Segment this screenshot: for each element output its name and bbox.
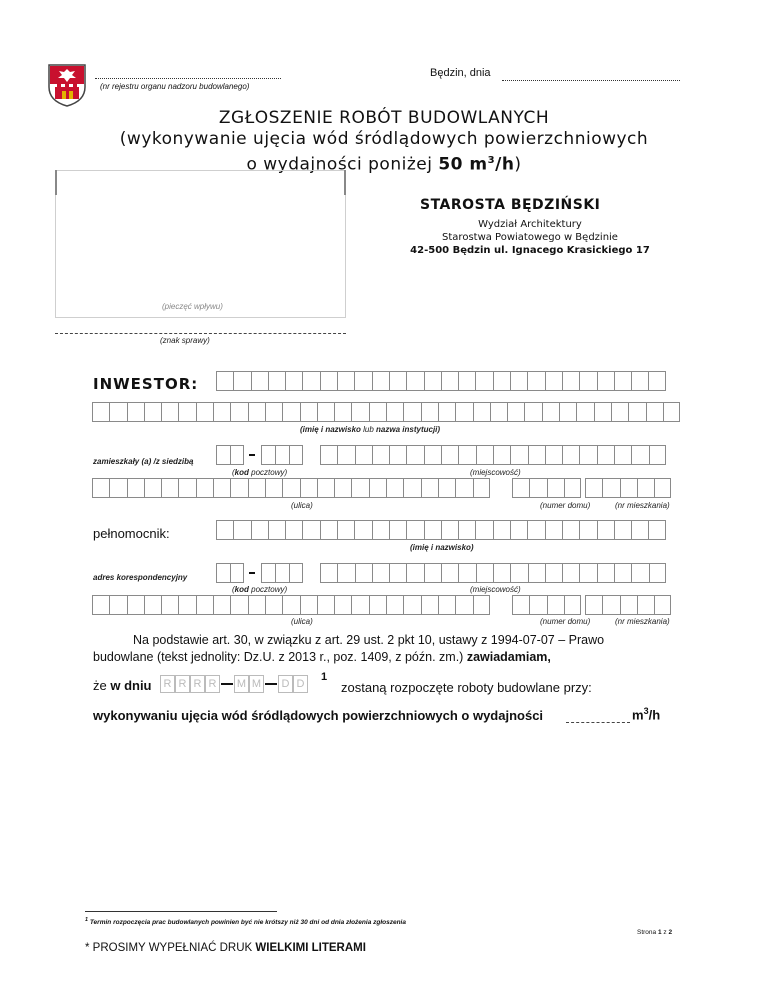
letter-box[interactable]	[510, 563, 527, 583]
letter-box[interactable]	[421, 595, 438, 615]
coat-of-arms-logo	[47, 63, 87, 107]
letter-box[interactable]	[585, 478, 602, 498]
letter-box[interactable]	[545, 520, 562, 540]
investor-house-label: (numer domu)	[540, 501, 591, 510]
letter-box[interactable]	[579, 445, 596, 465]
letter-box[interactable]	[92, 402, 109, 422]
investor-postal-label: (kod pocztowy)	[232, 468, 288, 477]
letter-box[interactable]	[403, 595, 420, 615]
letter-box[interactable]	[300, 478, 317, 498]
title-line-2: (wykonywanie ujęcia wód śródlądowych powierzchniowych	[119, 129, 649, 149]
proxy-heading: pełnomocnik:	[93, 526, 170, 541]
letter-box[interactable]	[372, 520, 389, 540]
letter-box[interactable]	[389, 445, 406, 465]
investor-heading: INWESTOR:	[93, 375, 199, 393]
letter-box[interactable]	[178, 595, 195, 615]
date-field[interactable]	[502, 78, 680, 81]
letter-box[interactable]	[109, 402, 126, 422]
letter-box[interactable]	[261, 563, 275, 583]
letter-box[interactable]	[389, 520, 406, 540]
letter-box[interactable]	[320, 520, 337, 540]
letter-box[interactable]	[334, 595, 351, 615]
letter-box[interactable]	[230, 595, 247, 615]
letter-box[interactable]	[337, 371, 354, 391]
authority-dept-1: Wydział Architektury	[478, 219, 582, 230]
letter-box[interactable]	[144, 478, 161, 498]
letter-box[interactable]	[545, 445, 562, 465]
stamp-label: (pieczęć wpływu)	[162, 302, 223, 311]
letter-box[interactable]	[562, 563, 579, 583]
letter-box[interactable]	[637, 478, 654, 498]
letter-box[interactable]	[233, 520, 250, 540]
letter-box[interactable]	[372, 371, 389, 391]
letter-box[interactable]	[545, 563, 562, 583]
proxy-postal-label: (kod pocztowy)	[232, 585, 288, 594]
letter-box[interactable]	[547, 478, 564, 498]
investor-name-row1[interactable]	[216, 371, 666, 391]
letter-box[interactable]	[458, 445, 475, 465]
letter-box[interactable]	[320, 371, 337, 391]
letter-box[interactable]	[631, 371, 648, 391]
letter-box[interactable]	[527, 371, 544, 391]
letter-box[interactable]	[576, 402, 593, 422]
letter-box[interactable]	[458, 371, 475, 391]
proxy-street-label: (ulica)	[291, 617, 313, 626]
start-date-prefix: że w dniu	[93, 678, 152, 693]
case-number-label: (znak sprawy)	[160, 336, 210, 345]
letter-box[interactable]	[648, 520, 665, 540]
letter-box[interactable]	[389, 563, 406, 583]
letter-box[interactable]	[248, 478, 265, 498]
letter-box[interactable]	[369, 478, 386, 498]
letter-box[interactable]	[282, 595, 299, 615]
uppercase-notice: * PROSIMY WYPEŁNIAĆ DRUK WIELKIMI LITERAMI	[85, 942, 366, 954]
letter-box[interactable]	[559, 402, 576, 422]
letter-box[interactable]	[631, 445, 648, 465]
investor-postal-a[interactable]	[216, 445, 244, 465]
letter-box[interactable]	[628, 402, 645, 422]
title-line-3: o wydajności poniżej 50 $m^3/h$)	[246, 154, 522, 175]
letter-box[interactable]	[317, 595, 334, 615]
letter-box[interactable]	[512, 595, 529, 615]
investor-street-label: (ulica)	[291, 501, 313, 510]
letter-box[interactable]	[602, 478, 619, 498]
letter-box[interactable]	[620, 478, 637, 498]
letter-box[interactable]	[289, 445, 303, 465]
capacity-unit: $m^3/h$	[632, 706, 661, 723]
letter-box[interactable]	[317, 402, 334, 422]
letter-box[interactable]	[562, 445, 579, 465]
letter-box[interactable]	[92, 595, 109, 615]
letter-box[interactable]	[527, 520, 544, 540]
letter-box[interactable]	[406, 563, 423, 583]
letter-box[interactable]	[216, 563, 230, 583]
letter-box[interactable]	[265, 402, 282, 422]
footnote-ref: 1	[321, 671, 328, 683]
letter-box[interactable]	[355, 563, 372, 583]
postal-dash	[249, 454, 255, 456]
letter-box[interactable]	[230, 402, 247, 422]
letter-box[interactable]	[265, 478, 282, 498]
letter-box[interactable]	[213, 478, 230, 498]
letter-box[interactable]	[275, 563, 289, 583]
start-date-suffix: zostaną rozpoczęte roboty budowlane przy:	[341, 680, 592, 695]
letter-box[interactable]	[216, 371, 233, 391]
letter-box[interactable]	[320, 445, 337, 465]
date-day-2[interactable]: D	[293, 675, 308, 693]
letter-box[interactable]	[282, 478, 299, 498]
authority-dept-2: Starostwa Powiatowego w Będzinie	[442, 232, 618, 243]
letter-box[interactable]	[386, 478, 403, 498]
letter-box[interactable]	[579, 371, 596, 391]
letter-box[interactable]	[337, 563, 354, 583]
letter-box[interactable]	[473, 478, 490, 498]
notify-word: zawiadamiam,	[466, 650, 551, 664]
letter-box[interactable]	[614, 445, 631, 465]
letter-box[interactable]	[614, 520, 631, 540]
letter-box[interactable]	[233, 371, 250, 391]
letter-box[interactable]	[334, 402, 351, 422]
letter-box[interactable]	[441, 371, 458, 391]
letter-box[interactable]	[354, 371, 371, 391]
letter-box[interactable]	[213, 402, 230, 422]
letter-box[interactable]	[585, 595, 602, 615]
letter-box[interactable]	[248, 402, 265, 422]
letter-box[interactable]	[579, 563, 596, 583]
letter-box[interactable]	[317, 478, 334, 498]
letter-box[interactable]	[490, 402, 507, 422]
document-title	[0, 108, 768, 176]
letter-box[interactable]	[620, 595, 637, 615]
letter-box[interactable]	[614, 371, 631, 391]
proxy-name[interactable]	[216, 520, 666, 540]
letter-box[interactable]	[597, 563, 614, 583]
date-year-2[interactable]: R	[175, 675, 190, 693]
proxy-street[interactable]	[92, 595, 490, 615]
letter-box[interactable]	[265, 595, 282, 615]
letter-box[interactable]	[663, 402, 680, 422]
legal-basis-paragraph	[93, 632, 679, 666]
investor-flat-label: (nr mieszkania)	[615, 501, 670, 510]
letter-box[interactable]	[441, 563, 458, 583]
proxy-house-number[interactable]	[512, 595, 581, 615]
date-separator	[221, 683, 233, 685]
letter-box[interactable]	[473, 402, 490, 422]
letter-box[interactable]	[354, 520, 371, 540]
letter-box[interactable]	[542, 402, 559, 422]
letter-box[interactable]	[386, 595, 403, 615]
stamp-box-topline	[55, 170, 346, 195]
letter-box[interactable]	[351, 402, 368, 422]
letter-box[interactable]	[649, 445, 666, 465]
letter-box[interactable]	[648, 371, 665, 391]
letter-box[interactable]	[455, 478, 472, 498]
letter-box[interactable]	[493, 563, 510, 583]
letter-box[interactable]	[261, 445, 275, 465]
letter-box[interactable]	[654, 478, 671, 498]
investor-residence-label: zamieszkały (a) /z siedzibą	[93, 457, 194, 466]
letter-box[interactable]	[337, 445, 354, 465]
letter-box[interactable]	[403, 478, 420, 498]
letter-box[interactable]	[406, 445, 423, 465]
letter-box[interactable]	[507, 402, 524, 422]
letter-box[interactable]	[161, 402, 178, 422]
letter-box[interactable]	[438, 478, 455, 498]
letter-box[interactable]	[178, 402, 195, 422]
footnote-separator	[85, 911, 277, 912]
letter-box[interactable]	[597, 445, 614, 465]
letter-box[interactable]	[455, 595, 472, 615]
date-day-1[interactable]: D	[278, 675, 293, 693]
letter-box[interactable]	[109, 595, 126, 615]
letter-box[interactable]	[109, 478, 126, 498]
title-capacity: 50 m	[438, 154, 488, 175]
letter-box[interactable]	[458, 563, 475, 583]
letter-box[interactable]	[424, 520, 441, 540]
letter-box[interactable]	[144, 402, 161, 422]
proxy-postal-a[interactable]	[216, 563, 244, 583]
investor-house-number[interactable]	[512, 478, 581, 498]
date-month-2[interactable]: M	[249, 675, 264, 693]
investor-postal-b[interactable]	[261, 445, 303, 465]
proxy-name-label: (imię i nazwisko)	[410, 543, 474, 552]
letter-box[interactable]	[564, 595, 581, 615]
letter-box[interactable]	[631, 520, 648, 540]
letter-box[interactable]	[178, 478, 195, 498]
investor-name-label: (imię i nazwisko lub nazwa instytucji)	[300, 425, 441, 434]
proxy-city[interactable]	[320, 563, 666, 583]
letter-box[interactable]	[424, 563, 441, 583]
letter-box[interactable]	[421, 478, 438, 498]
letter-box[interactable]	[92, 478, 109, 498]
letter-box[interactable]	[275, 445, 289, 465]
letter-box[interactable]	[216, 445, 230, 465]
proxy-flat-number[interactable]	[585, 595, 671, 615]
letter-box[interactable]	[510, 445, 527, 465]
letter-box[interactable]	[127, 402, 144, 422]
date-month-1[interactable]: M	[234, 675, 249, 693]
date-year-3[interactable]: R	[190, 675, 205, 693]
letter-box[interactable]	[631, 563, 648, 583]
letter-box[interactable]	[476, 563, 493, 583]
letter-box[interactable]	[268, 520, 285, 540]
letter-box[interactable]	[355, 445, 372, 465]
letter-box[interactable]	[529, 478, 546, 498]
letter-box[interactable]	[646, 402, 663, 422]
letter-box[interactable]	[302, 371, 319, 391]
letter-box[interactable]	[594, 402, 611, 422]
authority-block	[360, 218, 700, 257]
letter-box[interactable]	[403, 402, 420, 422]
letter-box[interactable]	[493, 445, 510, 465]
date-year-4[interactable]: R	[205, 675, 220, 693]
letter-box[interactable]	[351, 595, 368, 615]
letter-box[interactable]	[545, 371, 562, 391]
letter-box[interactable]	[230, 478, 247, 498]
place-date-label: Będzin, dnia	[430, 67, 491, 79]
case-number-field[interactable]	[55, 331, 346, 334]
letter-box[interactable]	[602, 595, 619, 615]
proxy-address-label: adres korespondencyjny	[93, 573, 188, 582]
investor-name-row2[interactable]	[92, 402, 680, 422]
letter-box[interactable]	[127, 478, 144, 498]
letter-box[interactable]	[564, 478, 581, 498]
letter-box[interactable]	[438, 402, 455, 422]
letter-box[interactable]	[251, 371, 268, 391]
letter-box[interactable]	[524, 402, 541, 422]
capacity-field[interactable]	[566, 722, 630, 723]
letter-box[interactable]	[493, 520, 510, 540]
letter-box[interactable]	[230, 445, 244, 465]
authority-address: 42-500 Będzin ul. Ignacego Krasickiego 17	[410, 245, 650, 256]
letter-box[interactable]	[289, 563, 303, 583]
page-number: Strona 1 z 2	[637, 929, 673, 936]
letter-box[interactable]	[529, 595, 546, 615]
letter-box[interactable]	[196, 478, 213, 498]
letter-box[interactable]	[441, 520, 458, 540]
letter-box[interactable]	[268, 371, 285, 391]
letter-box[interactable]	[473, 595, 490, 615]
letter-box[interactable]	[528, 445, 545, 465]
letter-box[interactable]	[510, 371, 527, 391]
letter-box[interactable]	[369, 595, 386, 615]
letter-box[interactable]	[637, 595, 654, 615]
letter-box[interactable]	[406, 371, 423, 391]
letter-box[interactable]	[649, 563, 666, 583]
letter-box[interactable]	[230, 563, 244, 583]
letter-box[interactable]	[611, 402, 628, 422]
letter-box[interactable]	[562, 371, 579, 391]
investor-street[interactable]	[92, 478, 490, 498]
letter-box[interactable]	[334, 478, 351, 498]
letter-box[interactable]	[300, 595, 317, 615]
letter-box[interactable]	[282, 402, 299, 422]
letter-box[interactable]	[351, 478, 368, 498]
investor-city-label: (miejscowość)	[470, 468, 521, 477]
letter-box[interactable]	[372, 445, 389, 465]
legal-basis-line2: budowlane (tekst jednolity: Dz.U. z 2013 r., poz. 1409, z późn. zm.) zawiadamiam,	[93, 650, 551, 664]
letter-box[interactable]	[597, 371, 614, 391]
letter-box[interactable]	[597, 520, 614, 540]
letter-box[interactable]	[196, 595, 213, 615]
letter-box[interactable]	[475, 520, 492, 540]
letter-box[interactable]	[512, 478, 529, 498]
authority-name: STAROSTA BĘDZIŃSKI	[420, 197, 601, 213]
letter-box[interactable]	[300, 402, 317, 422]
legal-basis-line1: Na podstawie art. 30, w związku z art. 29 ust. 2 pkt 10, ustawy z 1994-07-07 – Prawo	[133, 633, 605, 647]
letter-box[interactable]	[144, 595, 161, 615]
registry-number-label: (nr rejestru organu nadzoru budowlanego)	[100, 82, 250, 91]
letter-box[interactable]	[476, 445, 493, 465]
letter-box[interactable]	[320, 563, 337, 583]
letter-box[interactable]	[438, 595, 455, 615]
letter-box[interactable]	[424, 445, 441, 465]
letter-box[interactable]	[528, 563, 545, 583]
date-year-1[interactable]: R	[160, 675, 175, 693]
letter-box[interactable]	[216, 520, 233, 540]
letter-box[interactable]	[337, 520, 354, 540]
letter-box[interactable]	[441, 445, 458, 465]
letter-box[interactable]	[127, 595, 144, 615]
letter-box[interactable]	[161, 478, 178, 498]
letter-box[interactable]	[406, 520, 423, 540]
proxy-house-label: (numer domu)	[540, 617, 591, 626]
letter-box[interactable]	[285, 371, 302, 391]
letter-box[interactable]	[213, 595, 230, 615]
letter-box[interactable]	[654, 595, 671, 615]
proxy-city-label: (miejscowość)	[470, 585, 521, 594]
letter-box[interactable]	[475, 371, 492, 391]
proxy-postal-b[interactable]	[261, 563, 303, 583]
title-line-1: ZGŁOSZENIE ROBÓT BUDOWLANYCH	[218, 108, 550, 128]
letter-box[interactable]	[547, 595, 564, 615]
letter-box[interactable]	[493, 371, 510, 391]
letter-box[interactable]	[248, 595, 265, 615]
letter-box[interactable]	[424, 371, 441, 391]
registry-number-field[interactable]	[95, 76, 281, 79]
letter-box[interactable]	[510, 520, 527, 540]
start-date-field[interactable]	[160, 675, 308, 693]
proxy-flat-label: (nr mieszkania)	[615, 617, 670, 626]
letter-box[interactable]	[251, 520, 268, 540]
work-description: wykonywaniu ujęcia wód śródlądowych powierzchniowych o wydajności	[93, 708, 544, 723]
date-separator	[265, 683, 277, 685]
letter-box[interactable]	[386, 402, 403, 422]
letter-box[interactable]	[302, 520, 319, 540]
letter-box[interactable]	[369, 402, 386, 422]
footnote: $^1$ Termin rozpoczęcia prac budowlanych powinien być nie krótszy niż 30 dni od dnia złożenia zgłoszenia	[85, 917, 406, 927]
letter-box[interactable]	[455, 402, 472, 422]
proxy-postal-dash	[249, 572, 255, 574]
letter-box[interactable]	[372, 563, 389, 583]
investor-city[interactable]	[320, 445, 666, 465]
letter-box[interactable]	[562, 520, 579, 540]
letter-box[interactable]	[614, 563, 631, 583]
letter-box[interactable]	[421, 402, 438, 422]
letter-box[interactable]	[389, 371, 406, 391]
letter-box[interactable]	[458, 520, 475, 540]
letter-box[interactable]	[285, 520, 302, 540]
letter-box[interactable]	[579, 520, 596, 540]
investor-flat-number[interactable]	[585, 478, 671, 498]
letter-box[interactable]	[161, 595, 178, 615]
letter-box[interactable]	[196, 402, 213, 422]
